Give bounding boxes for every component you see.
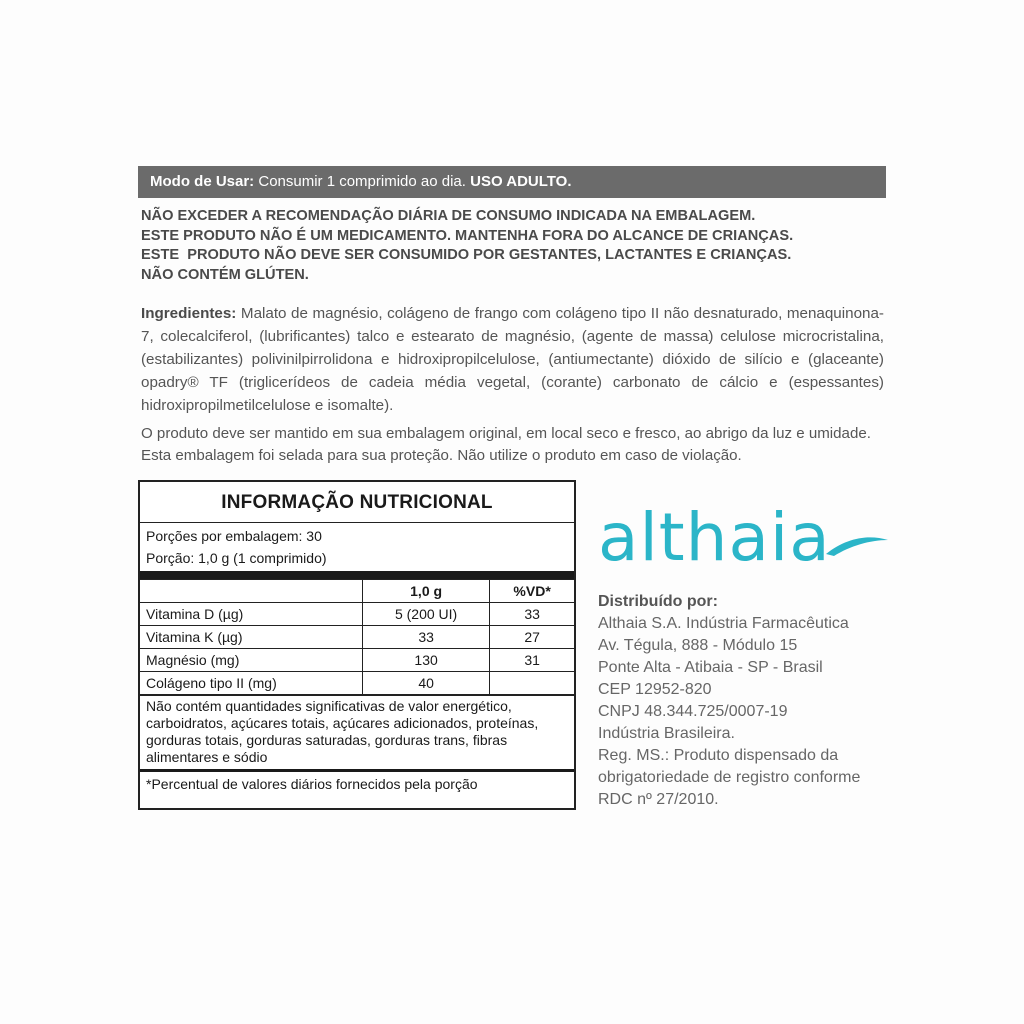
usage-bar	[138, 166, 886, 198]
logo-wordmark: althaia	[598, 499, 831, 576]
table-row	[140, 603, 574, 626]
nutrient-grid	[140, 579, 574, 695]
table-row	[140, 672, 574, 695]
nutrient-amount: 5 (200 UI)	[363, 603, 490, 626]
distributor-line: obrigatoriedade de registro conforme	[598, 769, 861, 786]
warning-line: NÃO EXCEDER A RECOMENDAÇÃO DIÁRIA DE CONSUMO INDICADA NA EMBALAGEM.	[141, 208, 756, 224]
table-row	[140, 626, 574, 649]
empty-header	[140, 580, 363, 603]
nutrition-title: INFORMAÇÃO NUTRICIONAL	[221, 492, 493, 513]
storage-block	[141, 423, 889, 467]
servings-per-package: Porções por embalagem: 30	[146, 528, 322, 544]
nutrient-name: Vitamina K (µg)	[140, 626, 363, 649]
ingredients-block	[141, 302, 884, 417]
usage-label: Modo de Usar:	[150, 173, 255, 190]
distributor-line: Reg. MS.: Produto dispensado da	[598, 747, 839, 764]
table-row	[140, 649, 574, 672]
distributor-line: CNPJ 48.344.725/0007-19	[598, 703, 788, 720]
distributor-line: Althaia S.A. Indústria Farmacêutica	[598, 615, 849, 632]
usage-adult: USO ADULTO.	[470, 173, 572, 190]
nutrient-name: Vitamina D (µg)	[140, 603, 363, 626]
nutrient-dv	[490, 672, 574, 695]
thick-divider	[140, 571, 574, 579]
ingredients-label: Ingredientes:	[141, 305, 237, 322]
dv-header: %VD*	[490, 580, 574, 603]
nutrient-dv: 31	[490, 649, 574, 672]
logo-swoosh-icon	[598, 498, 898, 578]
warning-line: ESTE PRODUTO NÃO DEVE SER CONSUMIDO POR GESTANTES, LACTANTES E CRIANÇAS.	[141, 247, 792, 263]
distributor-block	[598, 591, 898, 811]
nutrition-footnote: *Percentual de valores diários fornecidos pela porção	[140, 769, 574, 796]
distributor-line: Indústria Brasileira.	[598, 725, 735, 742]
nutrient-amount: 33	[363, 626, 490, 649]
distributor-line: Av. Tégula, 888 - Módulo 15	[598, 637, 798, 654]
distributor-line: CEP 12952-820	[598, 681, 712, 698]
serving-info	[140, 522, 574, 571]
nutrient-name: Magnésio (mg)	[140, 649, 363, 672]
distributor-line: RDC nº 27/2010.	[598, 791, 719, 808]
nutrient-name: Colágeno tipo II (mg)	[140, 672, 363, 695]
storage-line: Esta embalagem foi selada para sua proteção. Não utilize o produto em caso de violação.	[141, 447, 742, 464]
storage-line: O produto deve ser mantido em sua embalagem original, em local seco e fresco, ao abrigo da luz e umidade.	[141, 425, 871, 442]
warning-line: ESTE PRODUTO NÃO É UM MEDICAMENTO. MANTENHA FORA DO ALCANCE DE CRIANÇAS.	[141, 227, 794, 244]
usage-text: Consumir 1 comprimido ao dia.	[258, 173, 466, 190]
ingredients-text: Malato de magnésio, colágeno de frango com colágeno tipo II não desnaturado, menaquinona-7, colecalciferol, (lubrificantes) talco e estearato de magnésio, (agente de massa) celulose microcristalina, (estabilizantes) polivinilpirrolidona e hidroxipropilcelulose, (antiumectante) dióxido de silício e (glaceante) opadry® TF (triglicerídeos de cadeia média vegetal, (corante) carbonato de cálcio e (espessantes) hidroxipropilmetilcelulose e isomalte).	[141, 305, 884, 414]
distributor-heading: Distribuído por:	[598, 593, 718, 610]
warning-line: NÃO CONTÉM GLÚTEN.	[141, 266, 309, 283]
nutrient-amount: 40	[363, 672, 490, 695]
nutrient-amount: 130	[363, 649, 490, 672]
table-header-row	[140, 580, 574, 603]
nutrient-dv: 33	[490, 603, 574, 626]
serving-size: Porção: 1,0 g (1 comprimido)	[146, 550, 327, 566]
distributor-line: Ponte Alta - Atibaia - SP - Brasil	[598, 659, 823, 676]
althaia-logo	[598, 498, 898, 578]
nutrient-dv: 27	[490, 626, 574, 649]
amount-header: 1,0 g	[363, 580, 490, 603]
warnings-block	[141, 207, 881, 285]
nutrition-table	[138, 480, 576, 810]
nutrition-note: Não contém quantidades significativas de valor energético, carboidratos, açúcares totais, açúcares adicionados, proteínas, gorduras totais, gorduras saturadas, gorduras trans, fibras alimentares e sódio	[140, 695, 574, 769]
